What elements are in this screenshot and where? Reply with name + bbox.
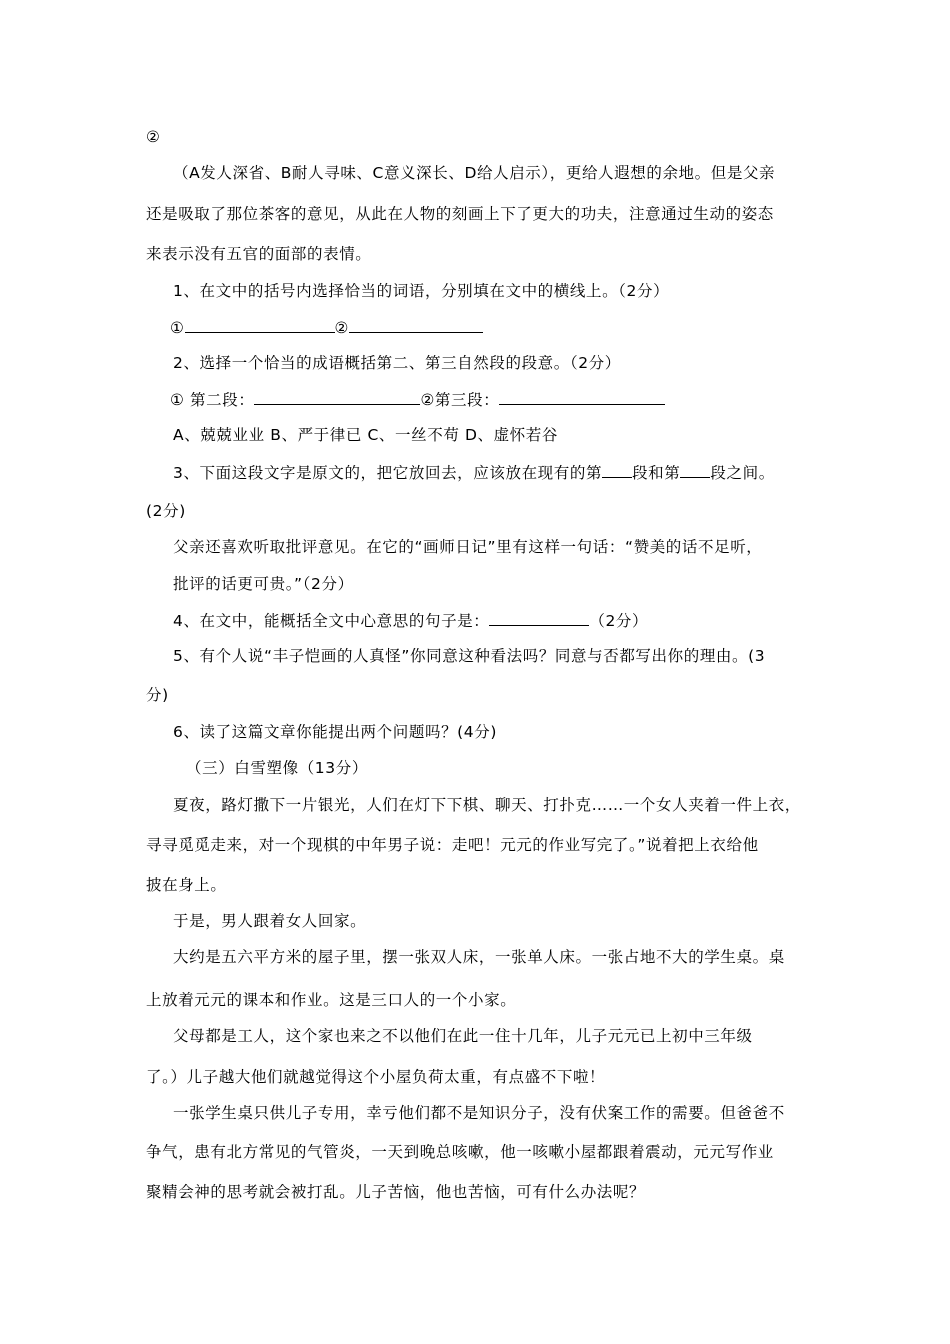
- passage-line: 了。）儿子越大他们就越觉得这个小屋负荷太重，有点盛不下啦！: [146, 1068, 606, 1086]
- question-2: 2、选择一个恰当的成语概括第二、第三自然段的段意。（2分）: [173, 354, 621, 372]
- passage-line: 上放着元元的课本和作业。这是三口人的一个小家。: [146, 991, 517, 1009]
- text-line: 还是吸取了那位茶客的意见，从此在人物的刻画上下了更大的功夫，注意通过生动的姿态: [146, 205, 774, 223]
- answer-line-1: [170, 316, 483, 339]
- text-line: (2分): [146, 502, 186, 520]
- answer-blank[interactable]: [185, 316, 335, 333]
- passage-line: 一张学生桌只供儿子专用，幸亏他们都不是知识分子，没有伏案工作的需要。但爸爸不: [173, 1104, 785, 1122]
- answer-blank[interactable]: [349, 316, 483, 333]
- question-1: 1、在文中的括号内选择恰当的词语，分别填在文中的横线上。（2分）: [173, 282, 670, 300]
- section-heading: （三）白雪塑像（13分）: [186, 759, 368, 777]
- passage-line: 父母都是工人，这个家也来之不以他们在此一住十几年，儿子元元已上初中三年级: [173, 1027, 753, 1045]
- answer-label: ②第三段：: [420, 391, 500, 409]
- answer-label: ① 第二段：: [170, 391, 255, 409]
- answer-blank[interactable]: [680, 461, 710, 478]
- passage-line: 寻寻觅觅走来，对一个现棋的中年男子说：走吧！元元的作业写完了。”说着把上衣给他: [146, 836, 759, 854]
- answer-line-2: [170, 388, 665, 411]
- answer-blank[interactable]: [254, 388, 420, 405]
- answer-label: ①: [170, 319, 185, 337]
- passage-line: 披在身上。: [146, 876, 227, 894]
- passage-line: 聚精会神的思考就会被打乱。儿子苦恼，他也苦恼，可有什么办法呢？: [146, 1183, 646, 1201]
- question-5: 5、有个人说“丰子恺画的人真怪”你同意这种看法吗？同意与否都写出你的理由。(3: [173, 647, 766, 665]
- text-line: 分): [146, 686, 169, 704]
- text-line: （A发人深省、B耐人寻味、C意义深长、D给人启示），更给人遐想的余地。但是父亲: [173, 164, 776, 182]
- options-line: A、兢兢业业 B、严于律已 C、一丝不苟 D、虚怀若谷: [173, 426, 558, 444]
- quote-line: 批评的话更可贵。”（2分）: [173, 575, 354, 593]
- question-6: 6、读了这篇文章你能提出两个问题吗？(4分): [173, 723, 498, 741]
- answer-blank[interactable]: [602, 461, 632, 478]
- question-3: 3、下面这段文字是原文的，把它放回去，应该放在现有的第 段和第 段之间。: [173, 461, 775, 484]
- text-line: ②: [146, 128, 161, 146]
- answer-blank[interactable]: [499, 388, 665, 405]
- passage-line: 夏夜，路灯撒下一片银光，人们在灯下下棋、聊天、打扑克……一个女人夹着一件上衣，: [173, 796, 801, 814]
- passage-line: 争气，患有北方常见的气管炎，一天到晚总咳嗽，他一咳嗽小屋都跟着震动，元元写作业: [146, 1143, 774, 1161]
- passage-line: 于是，男人跟着女人回家。: [173, 912, 367, 930]
- answer-label: ②: [334, 319, 349, 337]
- answer-blank[interactable]: [489, 609, 589, 626]
- text-line: 来表示没有五官的面部的表情。: [146, 245, 372, 263]
- passage-line: 大约是五六平方米的屋子里，摆一张双人床，一张单人床。一张占地不大的学生桌。桌: [173, 948, 785, 966]
- quote-line: 父亲还喜欢听取批评意见。在它的“画师日记”里有这样一句话：“赞美的话不足听，: [173, 538, 763, 556]
- question-4: 4、在文中，能概括全文中心意思的句子是： （2分）: [173, 609, 648, 632]
